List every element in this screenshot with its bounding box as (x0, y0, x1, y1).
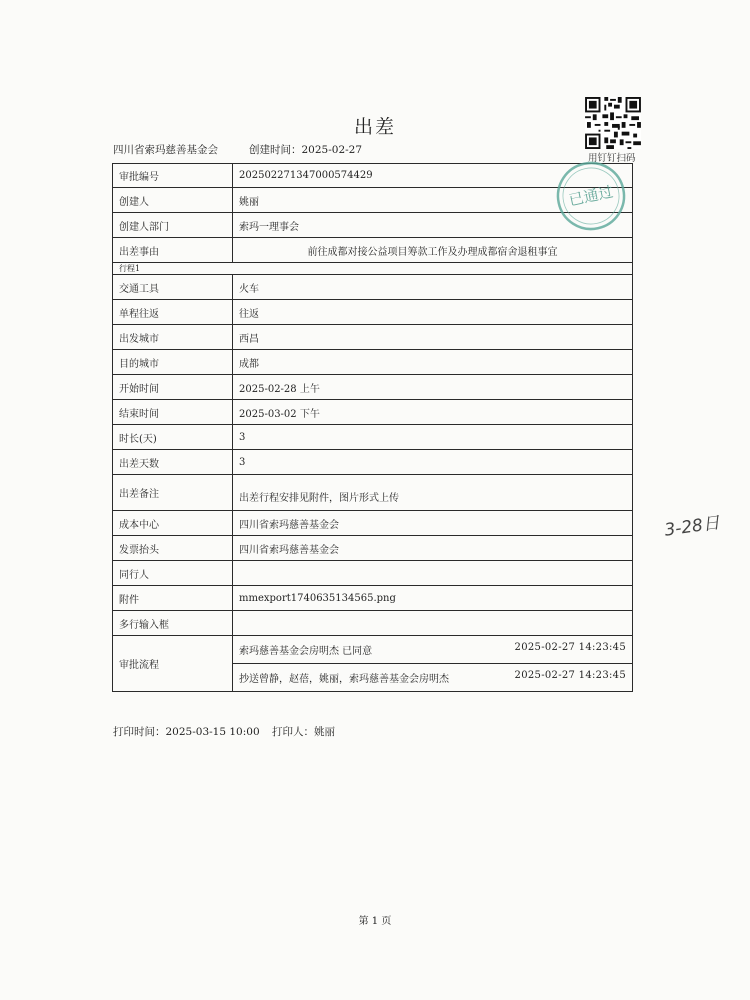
field-label: 附件 (113, 586, 233, 611)
field-label: 单程往返 (113, 300, 233, 325)
table-row (113, 536, 633, 561)
field-label: 多行输入框 (113, 611, 233, 636)
field-label: 同行人 (113, 561, 233, 586)
field-label: 出差事由 (113, 238, 233, 263)
field-label: 开始时间 (113, 375, 233, 400)
table-row (113, 586, 633, 611)
field-value: 西昌 (233, 325, 633, 350)
table-row (113, 375, 633, 400)
field-label: 审批流程 (113, 636, 233, 692)
approval-form-table (112, 163, 633, 692)
field-value: 3 (233, 425, 633, 450)
page-number: 第 1 页 (358, 916, 392, 927)
table-row (113, 611, 633, 636)
table-row (113, 450, 633, 475)
section-row (113, 263, 633, 275)
qr-caption: 用钉钉扫码 (588, 153, 636, 164)
field-label: 时长(天) (113, 425, 233, 450)
field-label: 成本中心 (113, 511, 233, 536)
field-value: 姚丽 (233, 188, 633, 213)
field-label: 交通工具 (113, 275, 233, 300)
field-value: 四川省索玛慈善基金会 (233, 536, 633, 561)
approval-step (233, 664, 633, 692)
field-label: 出差天数 (113, 450, 233, 475)
approval-step-time: 2025-02-27 14:23:45 (514, 642, 626, 653)
field-value: 2025-03-02 下午 (233, 400, 633, 425)
printer-name: 打印人：姚丽 (272, 726, 335, 738)
field-label: 审批编号 (113, 164, 233, 188)
table-row (113, 300, 633, 325)
approval-step (233, 636, 633, 664)
created-time: 创建时间：2025-02-27 (249, 144, 363, 156)
table-row (113, 238, 633, 263)
table-row (113, 400, 633, 425)
approved-stamp-icon (548, 153, 633, 238)
field-value (233, 611, 633, 636)
stamp-text: 已通过 (567, 182, 615, 210)
field-value: 202502271347000574429 (233, 164, 633, 188)
table-row (113, 561, 633, 586)
approval-step-text: 索玛慈善基金会房明杰 已同意 (239, 646, 373, 657)
approval-step-text: 抄送曾静，赵蓓，姚丽，索玛慈善基金会房明杰 (239, 674, 449, 685)
field-value (233, 561, 633, 586)
print-time: 打印时间：2025-03-15 10:00 (113, 726, 260, 738)
field-value: 往返 (233, 300, 633, 325)
approval-step-time: 2025-02-27 14:23:45 (514, 670, 626, 681)
field-value: 成都 (233, 350, 633, 375)
table-row (113, 213, 633, 238)
field-value: 索玛一理事会 (233, 213, 633, 238)
field-value: 出差行程安排见附件，图片形式上传 (233, 475, 633, 511)
field-label: 出发城市 (113, 325, 233, 350)
field-value: 四川省索玛慈善基金会 (233, 511, 633, 536)
field-value: 3 (233, 450, 633, 475)
table-row (113, 350, 633, 375)
table-row (113, 511, 633, 536)
field-label: 目的城市 (113, 350, 233, 375)
attachment-link[interactable]: mmexport1740635134565.png (233, 586, 633, 611)
table-row (113, 325, 633, 350)
qr-code-icon[interactable] (585, 97, 641, 149)
field-label: 发票抬头 (113, 536, 233, 561)
organization-name: 四川省索玛慈善基金会 (113, 144, 218, 156)
field-label: 结束时间 (113, 400, 233, 425)
table-row (113, 275, 633, 300)
field-label: 出差备注 (113, 475, 233, 511)
field-label: 创建人部门 (113, 213, 233, 238)
table-row (113, 425, 633, 450)
section-label: 行程1 (113, 263, 633, 275)
field-value: 前往成都对接公益项目筹款工作及办理成都宿舍退租事宜 (233, 238, 633, 263)
field-label: 创建人 (113, 188, 233, 213)
field-value: 2025-02-28 上午 (233, 375, 633, 400)
table-row (113, 475, 633, 511)
document-title: 出差 (353, 116, 396, 138)
table-row (113, 636, 633, 664)
field-value: 火车 (233, 275, 633, 300)
handwritten-note: 3-28日 (663, 513, 722, 541)
